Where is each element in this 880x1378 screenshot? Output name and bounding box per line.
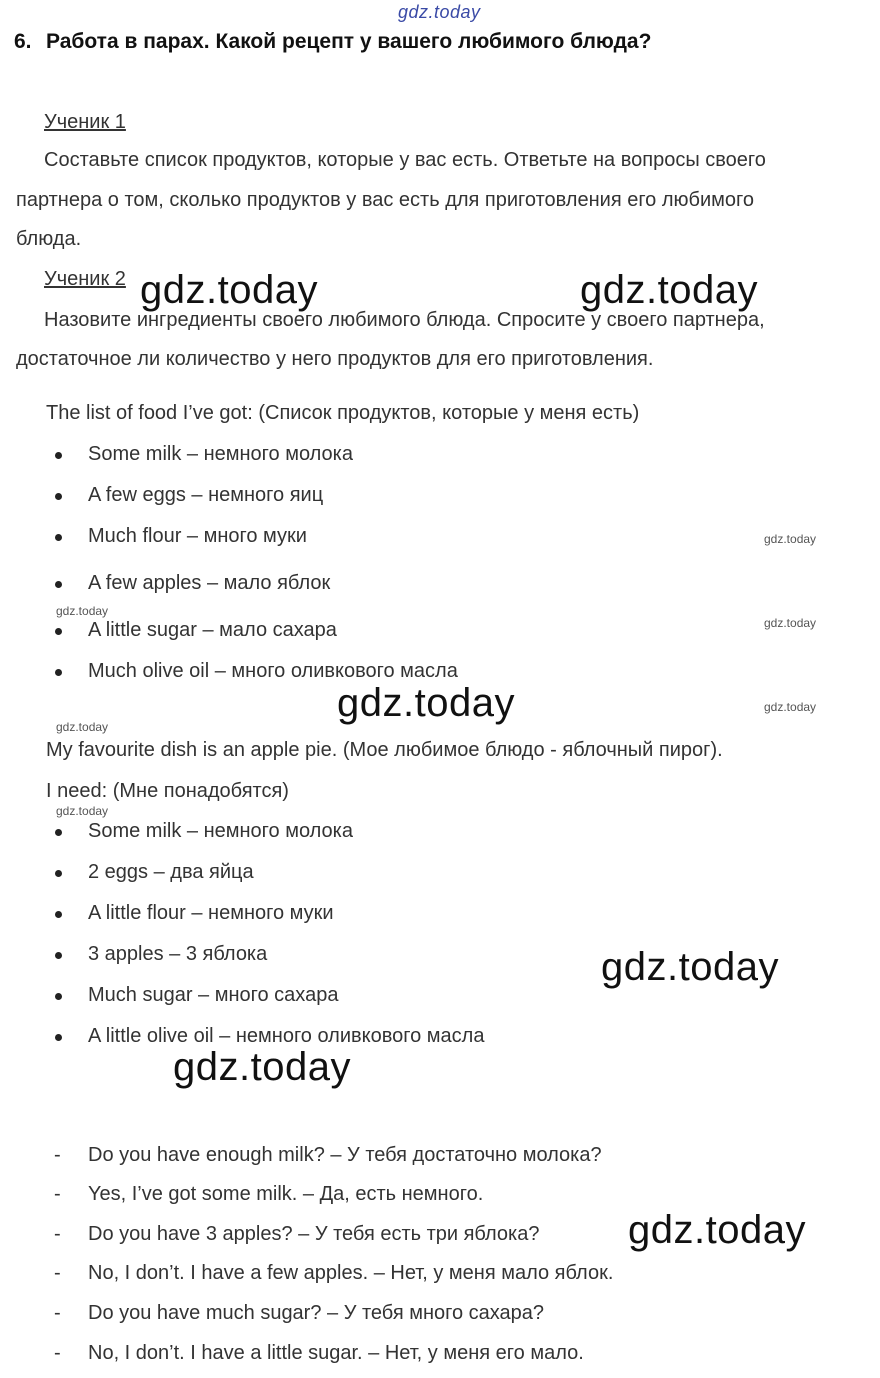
- watermark-small: gdz.today: [764, 532, 817, 546]
- food-list-item: A few eggs – немного яиц: [88, 484, 324, 506]
- bullet-icon: [55, 1034, 62, 1041]
- need-list-item: 2 eggs – два яйца: [88, 861, 254, 883]
- dialogue-line: No, I don’t. I have a few apples. – Нет, у меня мало яблок.: [88, 1262, 614, 1284]
- dash-marker: -: [54, 1144, 61, 1166]
- watermark-top: gdz.today: [398, 2, 481, 22]
- dash-marker: -: [54, 1262, 61, 1284]
- student1-line-2: партнера о том, сколько продуктов у вас есть для приготовления его любимого: [16, 189, 755, 211]
- need-heading: I need: (Мне понадобятся): [46, 780, 289, 802]
- exercise-title-text: Работа в парах. Какой рецепт у вашего любимого блюда?: [46, 30, 652, 53]
- dash-marker: -: [54, 1223, 61, 1245]
- bullet-icon: [55, 669, 62, 676]
- dialogue-line: Do you have 3 apples? – У тебя есть три яблока?: [88, 1223, 540, 1245]
- bullet-icon: [55, 581, 62, 588]
- need-list-item: A little flour – немного муки: [88, 902, 334, 924]
- dialogue-line: No, I don’t. I have a little sugar. – Нет, у меня его мало.: [88, 1342, 584, 1364]
- student2-label: Ученик 2: [44, 268, 126, 290]
- food-list-item: A few apples – мало яблок: [88, 572, 331, 594]
- student2-line-2: достаточное ли количество у него продуктов для его приготовления.: [16, 348, 654, 370]
- watermark-large: gdz.today: [173, 1045, 351, 1089]
- need-list-item: Some milk – немного молока: [88, 820, 353, 842]
- bullet-icon: [55, 870, 62, 877]
- bullet-icon: [55, 829, 62, 836]
- food-list-item: Much olive oil – много оливкового масла: [88, 660, 458, 682]
- watermark-small: gdz.today: [56, 604, 109, 618]
- watermark-small: gdz.today: [764, 616, 817, 630]
- need-list-item: A little olive oil – немного оливкового масла: [88, 1025, 485, 1047]
- dialogue-line: Do you have enough milk? – У тебя достаточно молока?: [88, 1144, 602, 1166]
- need-list-item: 3 apples – 3 яблока: [88, 943, 268, 965]
- student1-label: Ученик 1: [44, 111, 126, 133]
- bullet-icon: [55, 628, 62, 635]
- watermark-large: gdz.today: [628, 1208, 806, 1252]
- favourite-dish: My favourite dish is an apple pie. (Мое любимое блюдо - яблочный пирог).: [46, 739, 723, 761]
- dialogue-line: Do you have much sugar? – У тебя много сахара?: [88, 1302, 545, 1324]
- bullet-icon: [55, 911, 62, 918]
- dialogue-line: Yes, I’ve got some milk. – Да, есть немного.: [88, 1183, 484, 1205]
- dash-marker: -: [54, 1302, 61, 1324]
- watermark-small: gdz.today: [56, 720, 109, 734]
- watermark-large: gdz.today: [580, 268, 758, 312]
- bullet-icon: [55, 952, 62, 959]
- watermark-large: gdz.today: [601, 945, 779, 989]
- exercise-number: 6.: [14, 30, 32, 53]
- food-list-item: A little sugar – мало сахара: [88, 619, 337, 641]
- dash-marker: -: [54, 1183, 61, 1205]
- bullet-icon: [55, 452, 62, 459]
- student1-line-3: блюда.: [16, 228, 82, 250]
- watermark-large: gdz.today: [140, 268, 318, 312]
- bullet-icon: [55, 534, 62, 541]
- food-list-heading: The list of food I’ve got: (Список продуктов, которые у меня есть): [46, 402, 640, 424]
- exercise-title: [14, 30, 651, 54]
- bullet-icon: [55, 493, 62, 500]
- student2-line-1: Назовите ингредиенты своего любимого блюда. Спросите у своего партнера,: [44, 309, 765, 331]
- watermark-large: gdz.today: [337, 681, 515, 725]
- dash-marker: -: [54, 1342, 61, 1364]
- food-list-item: Much flour – много муки: [88, 525, 307, 547]
- bullet-icon: [55, 993, 62, 1000]
- watermark-small: gdz.today: [764, 700, 817, 714]
- food-list-item: Some milk – немного молока: [88, 443, 353, 465]
- need-list-item: Much sugar – много сахара: [88, 984, 339, 1006]
- student1-line-1: Составьте список продуктов, которые у вас есть. Ответьте на вопросы своего: [44, 149, 766, 171]
- watermark-small: gdz.today: [56, 804, 109, 818]
